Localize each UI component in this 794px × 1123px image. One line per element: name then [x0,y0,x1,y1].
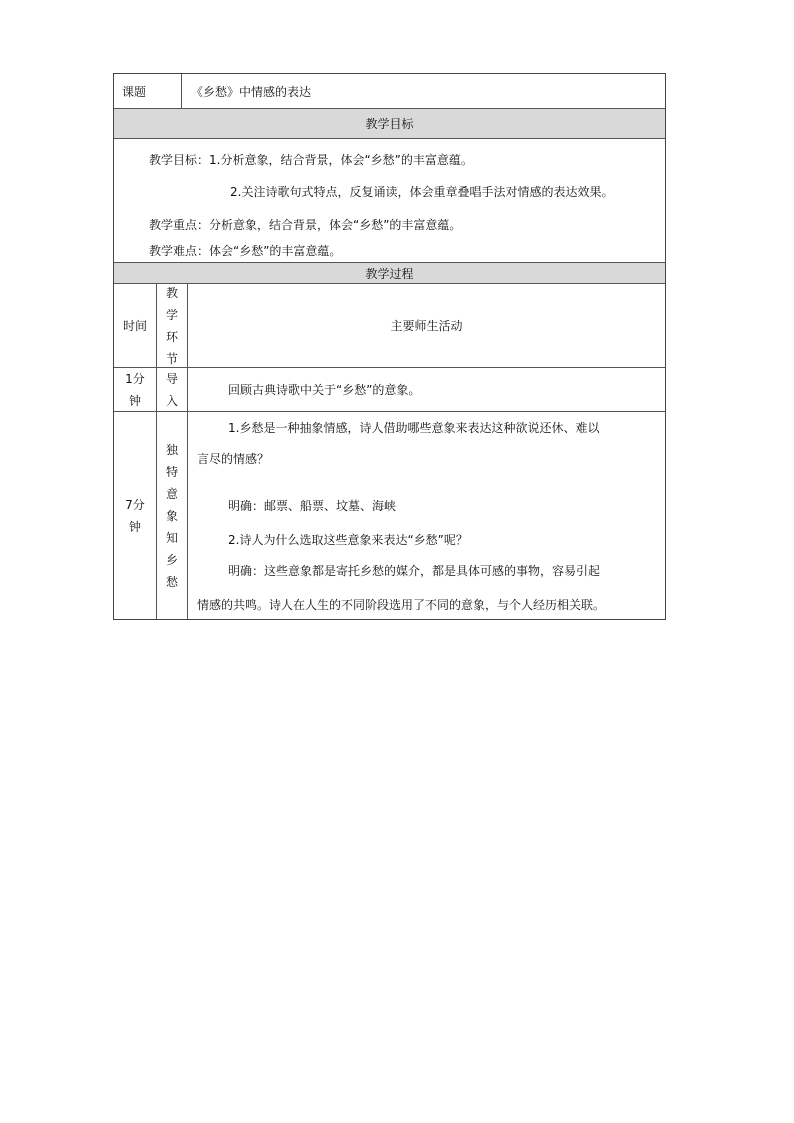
imagery-activity-cell [188,412,665,619]
process-header: 教学过程 [365,266,414,281]
key-point-line: 教学重点：分析意象，结合背景，体会“乡愁”的丰富意蕴。 [149,218,462,232]
imagery-time-line: 钟 [128,519,141,534]
goals-header: 教学目标 [365,117,414,131]
process-header-row [114,263,665,284]
answer-1-line: 明确：邮票、船票、坟墓、海峡 [228,499,397,513]
intro-activity-cell [188,368,665,411]
imagery-stage-char: 独 [165,442,178,457]
process-row-imagery [114,412,665,619]
imagery-stage-char: 特 [165,464,178,479]
imagery-time-cell [114,412,157,619]
imagery-stage-char: 意 [165,486,178,501]
imagery-stage-cell [157,412,188,619]
stage-header-char: 学 [165,307,178,322]
activity-column-header-cell [188,284,665,367]
topic-label: 课题 [122,84,147,99]
imagery-time-line: 7分 [125,497,145,512]
imagery-stage-char: 乡 [165,552,178,567]
goals-content-row [114,139,665,263]
topic-label-cell [114,74,182,108]
imagery-stage-char: 愁 [165,574,178,589]
goal-line-1: 教学目标：1.分析意象，结合背景，体会“乡愁”的丰富意蕴。 [149,153,473,167]
intro-stage-char: 导 [165,371,178,386]
process-columns-row [114,284,665,368]
activity-column-header: 主要师生活动 [390,319,463,333]
difficulty-line: 教学难点：体会“乡愁”的丰富意蕴。 [149,244,342,258]
intro-time-line: 钟 [128,393,141,408]
imagery-stage-char: 象 [165,508,178,523]
topic-value-cell [182,74,665,108]
topic-title: 《乡愁》中情感的表达 [191,84,312,99]
imagery-stage-char: 知 [165,530,178,545]
time-column-header-cell [114,284,157,367]
lesson-plan-table [113,73,666,620]
goals-header-row [114,109,665,139]
intro-time-line: 1分 [125,371,145,386]
topic-row [114,74,665,109]
intro-stage-cell [157,368,188,411]
time-column-header: 时间 [122,319,147,333]
question-1-line-2: 言尽的情感？ [197,452,270,466]
stage-header-char: 教 [165,285,178,300]
stage-column-header [157,284,188,367]
process-row-intro [114,368,665,412]
answer-2-line-2: 情感的共鸣。诗人在人生的不同阶段选用了不同的意象，与个人经历相关联。 [197,598,606,612]
question-1-line-1: 1.乡愁是一种抽象情感，诗人借助哪些意象来表达这种欲说还休、难以 [228,421,600,435]
answer-2-line-1: 明确：这些意象都是寄托乡愁的媒介，都是具体可感的事物，容易引起 [228,564,601,578]
stage-header-char: 节 [165,351,178,366]
intro-time-cell [114,368,157,411]
goal-line-2: 2.关注诗歌句式特点，反复诵读，体会重章叠唱手法对情感的表达效果。 [230,185,614,199]
question-2-line: 2.诗人为什么选取这些意象来表达“乡愁”呢？ [228,533,468,547]
intro-stage-char: 入 [165,393,178,408]
stage-header-char: 环 [165,329,178,344]
intro-activity-line: 回顾古典诗歌中关于“乡愁”的意象。 [228,383,421,397]
